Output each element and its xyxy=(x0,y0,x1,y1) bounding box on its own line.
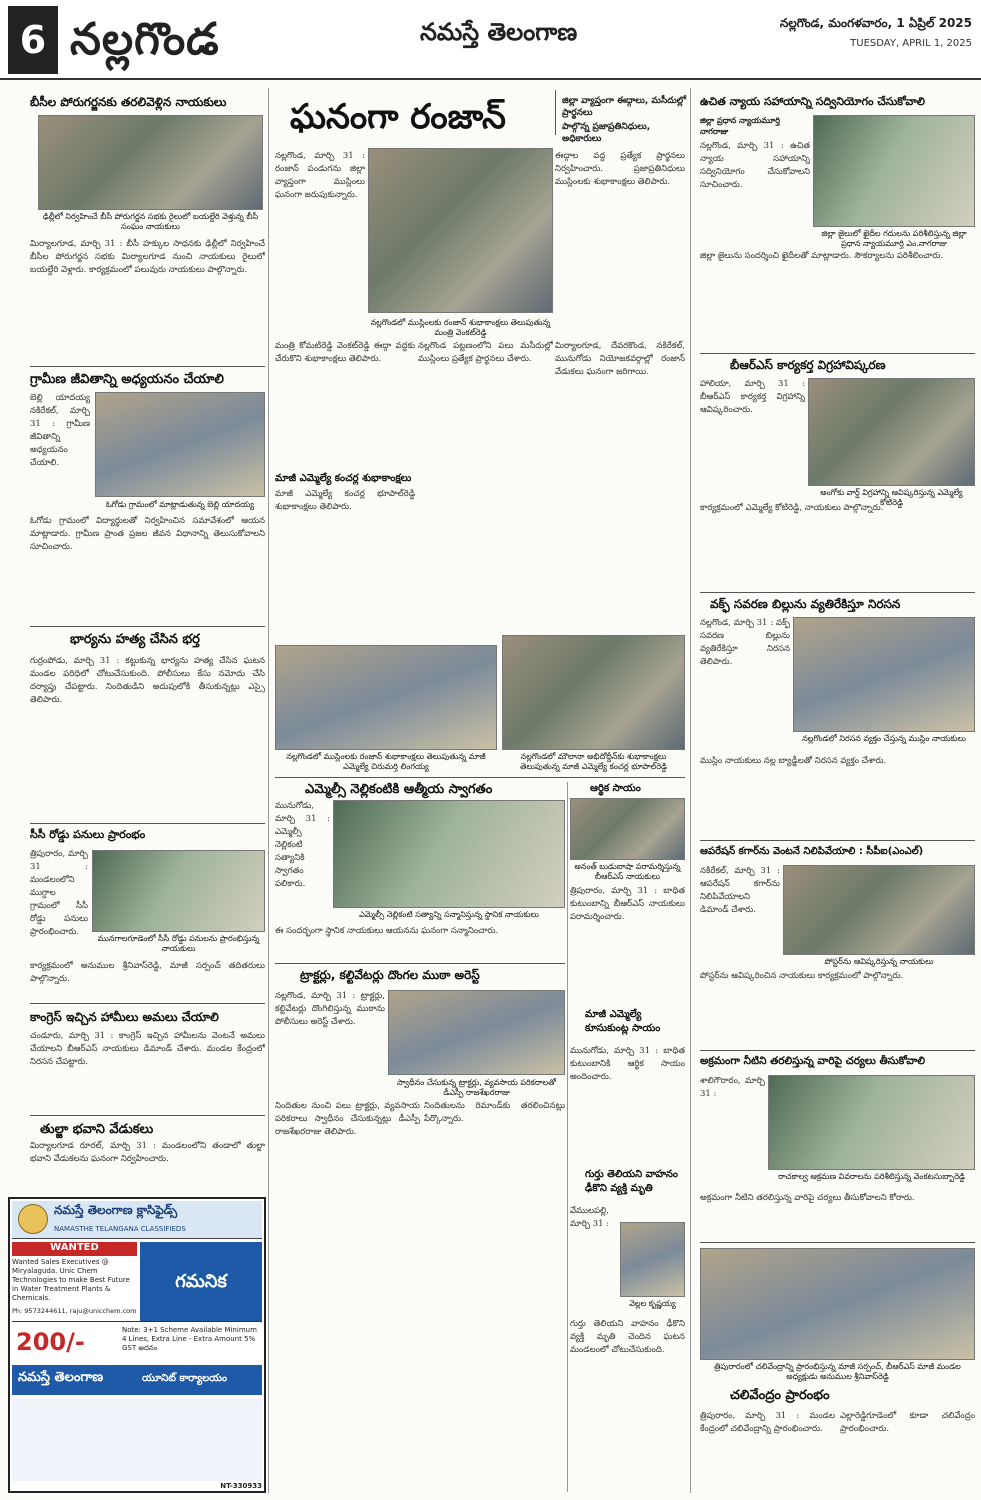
article-body: నల్లగొండ పట్టణంలోని పలు మసీదుల్లో ముస్లింలు ప్రత్యేక ప్రార్థనలు చేశారు. xyxy=(418,341,553,364)
article-body: మంత్రి కోమటిరెడ్డి వెంకట్‌రెడ్డి ఈద్గా వద్దకు చేరుకొని శుభాకాంక్షలు తెలిపారు. xyxy=(275,341,415,364)
headline-water-theft: అక్రమంగా నీటిని తరలిస్తున్న వారిపై చర్యలు తీసుకోవాలి xyxy=(700,1055,926,1067)
caption-cc-road: మునగాలగూడెంలో సీసీ రోడ్డు పనులను ప్రారంభిస్తున్న నాయకులు xyxy=(97,934,260,953)
headline-operation-kagar: ఆపరేషన్ కగార్‌ను వెంటనే నిలిపివేయాలి : సీపీఐ(ఎంఎల్) xyxy=(700,846,924,857)
article-body: ఓగోడు గ్రామంలో విద్యార్థులతో నిర్వహించిన సమావేశంలో ఆయన మాట్లాడారు. గ్రామీణ ప్రాంత ప్రజల జీవన విధానాన్ని తెలుసుకోవాలని సూచించారు. xyxy=(30,516,265,552)
article-body: మాజీ ఎమ్మెల్యే కంచర్ల భూపాల్‌రెడ్డి శుభాకాంక్షలు తెలిపారు. xyxy=(275,489,415,512)
ad-brand: నమస్తే తెలంగాణ xyxy=(18,1370,104,1385)
headline-congress-promises: కాంగ్రెస్ ఇచ్చిన హామీలు అమలు చేయాలి xyxy=(30,1010,219,1024)
divider xyxy=(700,1050,975,1051)
photo-minister-ramzan xyxy=(368,148,553,313)
article-body: జిల్లా జైలును సందర్శించి ఖైదీలతో మాట్లాడారు. సౌకర్యాలను పరిశీలించారు. xyxy=(700,251,944,261)
headline-cc-road: సీసీ రోడ్డు పనులు ప్రారంభం xyxy=(30,828,146,841)
caption-water-booth: త్రిపురారంలో చలివేంద్రాన్ని ప్రారంభిస్తున్న మాజీ సర్పంచ్, బీఆర్ఎస్ మాజీ మండల అధ్యక్షుడు అనుముల శ్రీనివాస్‌రెడ్డి xyxy=(714,1362,961,1381)
ad-footer-banner xyxy=(12,1365,262,1395)
article-body: హాలియా, మార్చి 31 : బీఆర్ఎస్ కార్యకర్త విగ్రహాన్ని ఆవిష్కరించారు. xyxy=(700,379,805,415)
article-body: త్రిపురారం, మార్చి 31 : మండలంలోని ముగ్దాల గ్రామంలో సీసీ రోడ్డు పనులు ప్రారంభించారు. xyxy=(30,849,88,937)
divider xyxy=(30,366,265,367)
headline-wife-murder: భార్యను హత్య చేసిన భర్త xyxy=(70,632,200,647)
article-body: కార్యక్రమంలో ఎమ్మెల్యే కోటిరెడ్డి, నాయకులు పాల్గొన్నారు. xyxy=(700,503,884,513)
caption-poster: పోస్టర్‌ను ఆవిష్కరిస్తున్న నాయకులు xyxy=(824,957,934,966)
divider xyxy=(700,840,975,841)
ad-wanted-label: WANTED xyxy=(12,1242,137,1256)
headline-legal-aid: ఉచిత న్యాయ సహాయాన్ని సద్వినియోగం చేసుకోవాలి xyxy=(700,95,925,108)
divider xyxy=(700,1242,975,1243)
photo-chirumarthi-ramzan xyxy=(275,645,497,750)
column-divider xyxy=(690,88,691,1493)
article-body: నల్లగొండ, మార్చి 31 : రంజాన్ పండుగను జిల్లా వ్యాప్తంగా ముస్లింలు ఘనంగా జరుపుకున్నారు. xyxy=(275,151,365,200)
divider xyxy=(275,963,565,964)
ad-banner-title: నమస్తే తెలంగాణ క్లాసిఫైడ్స్ xyxy=(54,1203,178,1217)
caption-minister-ramzan: నల్లగొండలో ముస్లింలకు రంజాన్ శుభాకాంక్షలు తెలుపుతున్న మంత్రి వెంకట్‌రెడ్డి xyxy=(370,318,551,337)
article-body: నల్లగొండ, మార్చి 31 : ట్రాక్టర్లు, కల్టివేటర్లు దొంగిలిస్తున్న ముఠాను పోలీసులు అరెస్ట్ చేశారు. xyxy=(275,991,385,1027)
headline-waqf-protest: వక్ఫ్ సవరణ బిల్లును వ్యతిరేకిస్తూ నిరసన xyxy=(710,597,901,611)
article-body: త్రిపురారం, మార్చి 31 : మండల కేంద్రంలో చలివేంద్రాన్ని ప్రారంభించారు. xyxy=(700,1411,835,1434)
masthead xyxy=(0,0,981,80)
ad-office: యూనిట్ కార్యాలయం xyxy=(142,1373,228,1384)
classified-ad xyxy=(8,1197,266,1493)
caption-financial-aid: అనంత్ బుడుబాషా పరామర్శిస్తున్న బీఆర్ఎస్ నాయకులు xyxy=(574,862,681,881)
article-body: నిందితుల నుంచి పలు ట్రాక్టర్లు, వ్యవసాయ పరికరాలు స్వాధీనం చేసుకున్నట్లు డీఎస్పీ రాజశేఖరరాజు తెలిపారు. xyxy=(275,1101,420,1137)
photo-jail-visit xyxy=(813,115,975,227)
ad-contact: Ph: 9573244611, raju@unicchem.com xyxy=(12,1307,137,1315)
photo-kancharla-ramzan xyxy=(502,635,685,750)
article-body: చండూరు, మార్చి 31 : కాంగ్రెస్ ఇచ్చిన హామీలను వెంటనే అమలు చేయాలని బీఆర్ఎస్ నాయకులు డిమాండ్ చేశారు. మండల కేంద్రంలో నిరసన చేపట్టారు. xyxy=(30,1031,265,1067)
bullet-judge: జిల్లా ప్రధాన న్యాయమూర్తి నాగరాజు xyxy=(700,116,780,136)
article-body: శాలిగౌరారం, మార్చి 31 : xyxy=(700,1076,765,1099)
date-english: TUESDAY, APRIL 1, 2025 xyxy=(850,38,972,49)
caption-mlc-welcome: ఎమ్మెల్సీ నెల్లికంటి సత్యాన్ని సన్మానిస్తున్న స్థానిక నాయకులు xyxy=(359,910,539,919)
column-divider xyxy=(567,782,568,1492)
photo-water-booth xyxy=(700,1248,975,1360)
edition-title: నల్లగొండ xyxy=(70,14,220,65)
photo-cc-road xyxy=(92,850,265,932)
ad-wanted-text: Wanted Sales Executives @ Miryalaguda. Unic Chem Technologies to make Best Future in Water Treatment Plants & Chemicals. xyxy=(12,1258,130,1302)
date-telugu: నల్లగొండ, మంగళవారం, 1 ఏప్రిల్ 2025 xyxy=(779,16,972,30)
photo-waqf-protest xyxy=(793,617,975,732)
caption-jail-visit: జిల్లా జైలులో ఖైదీల గదులను పరిశీలిస్తున్న జిల్లా ప్రధాన న్యాయమూర్తి ఎం.నాగరాజు xyxy=(821,229,967,248)
photo-poster xyxy=(783,865,975,955)
article-body: వేములపల్లి, మార్చి 31 : xyxy=(570,1206,610,1229)
caption-chirumarthi-ramzan: నల్లగొండలో ముస్లింలకు రంజాన్ శుభాకాంక్షలు తెలుపుతున్న మాజీ ఎమ్మెల్యే చిరుమర్తి లింగయ్య xyxy=(286,752,486,771)
article-body: మునుగోడు, మార్చి 31 : ఎమ్మెల్సీ నెల్లికంటి సత్యానికి స్వాగతం పలికారు. xyxy=(275,801,330,889)
caption-seized-tractors: స్వాధీనం చేసుకున్న ట్రాక్టర్లు, వ్యవసాయ పరికరాలతో డీఎస్పీ రాజశేఖరరాజు xyxy=(397,1078,556,1097)
divider xyxy=(700,353,975,354)
logo-emblem-icon xyxy=(18,1204,48,1234)
article-body: నల్లగొండ, మార్చి 31 : ఉచిత న్యాయ సహాయాన్ని సద్వినియోగం చేసుకోవాలని సూచించారు. xyxy=(700,141,810,190)
photo-statue xyxy=(808,378,975,486)
photo-rural-meeting xyxy=(95,392,265,497)
bullet-2: పాల్గొన్న ప్రజాప్రతినిధులు, అధికారులు xyxy=(562,122,651,144)
paper-name: నమస్తే తెలంగాణ xyxy=(420,18,578,46)
divider xyxy=(30,626,265,627)
divider xyxy=(30,1003,265,1004)
headline-bc-garjana: బీసీల పోరుగర్జనకు తరలివెళ్లిన నాయకులు xyxy=(30,95,227,109)
photo-seized-tractors xyxy=(388,990,565,1075)
article-body: అక్రమంగా నీటిని తరలిస్తున్న వారిపై చర్యలు తీసుకోవాలని కోరారు. xyxy=(700,1193,915,1203)
article-body: ఈద్గాల వద్ద ప్రత్యేక ప్రార్థనలు నిర్వహించారు. ప్రజాప్రతినిధులు ముస్లింలకు శుభాకాంక్షలు తెలిపారు. xyxy=(555,151,685,187)
article-body: త్రిపురారం, మార్చి 31 : బాధిత కుటుంబాన్ని బీఆర్ఎస్ నాయకులు పరామర్శించారు. xyxy=(570,886,685,922)
photo-financial-aid xyxy=(570,798,685,860)
caption-bc-leaders: ఢిల్లీలో నిర్వహించే బీసీ పోరుగర్జన సభకు రైలులో బయల్దేరి వెళ్తున్న బీసీ సంఘం నాయకులు xyxy=(42,212,259,231)
caption-waqf-protest: నల్లగొండలో నిరసన వ్యక్తం చేస్తున్న ముస్లిం నాయకులు xyxy=(802,734,966,743)
photo-mlc-welcome xyxy=(333,800,565,908)
headline-statue: బీఆర్ఎస్ కార్యకర్త విగ్రహావిష్కరణ xyxy=(730,358,886,372)
headline-tractor-gang: ట్రాక్టర్లు, కల్టివేటర్లు దొంగల ముఠా అరెస్ట్ xyxy=(300,968,480,982)
caption-kancharla-ramzan: నల్లగొండలో మౌలానా అభిదోద్దీన్‌కు శుభాకాంక్షలు తెలుపుతున్న మాజీ ఎమ్మెల్యే కంచర్ల భూపాల్‌రెడ్డి xyxy=(520,752,667,771)
article-body: కార్యక్రమంలో అనుముల శ్రీనివాస్‌రెడ్డి, మాజీ సర్పంచ్ తదితరులు పాల్గొన్నారు. xyxy=(30,961,265,984)
headline-tulja-bhavani: తుల్జా భవాని వేడుకలు xyxy=(40,1122,154,1137)
article-body: బెల్లి యాదయ్య నకిరేకల్, మార్చి 31 : గ్రామీణ జీవితాన్ని అధ్యయనం చేయాలి. xyxy=(30,393,90,468)
ad-phone-list xyxy=(12,1399,262,1481)
photo-bc-leaders xyxy=(38,115,263,210)
divider xyxy=(555,90,556,135)
divider xyxy=(30,1115,265,1116)
headline-rural-life: గ్రామీణ జీవితాన్ని అధ్యయనం చేయాలి xyxy=(30,372,224,387)
column-divider xyxy=(268,88,269,1493)
photo-canal xyxy=(768,1075,975,1170)
bullet-1: జిల్లా వ్యాప్తంగా ఈద్గాలు, మసీదుల్లో ప్రార్థనలు xyxy=(562,96,686,118)
headline-water-booth: చలివేంద్రం ప్రారంభం xyxy=(730,1388,830,1403)
article-body: నిందితులను రిమాండ్‌కు తరలించినట్లు పేర్కొన్నారు. xyxy=(424,1101,565,1124)
caption-rural-meeting: ఓగోడు గ్రామంలో మాట్లాడుతున్న బెల్లి యాదయ్య xyxy=(105,500,255,509)
article-body: మిర్యాలగూడ రూరల్, మార్చి 31 : మండలంలోని తండాలో తుల్జా భవాని వేడుకలను ఘనంగా నిర్వహించారు. xyxy=(30,1141,265,1164)
headline-ramzan: ఘనంగా రంజాన్ xyxy=(290,97,506,137)
ad-code: NT-330933 xyxy=(220,1482,262,1490)
caption-canal: రాచకాల్వ ఆక్రమణ వివరాలను పరిశీలిస్తున్న వెంకటసుబ్బారెడ్డి xyxy=(778,1172,965,1181)
article-body: ఎల్లారెడ్డిగూడెంలో కూడా చలివేంద్రం ప్రారంభించారు. xyxy=(840,1411,975,1434)
article-body: నకిరేకల్, మార్చి 31 : ఆపరేషన్ కగార్‌ను నిలిపివేయాలని డిమాండ్ చేశారు. xyxy=(700,866,780,915)
page-number: 6 xyxy=(8,6,58,74)
ad-product-box: గమనిక xyxy=(140,1242,262,1322)
ad-banner-sub: NAMASTHE TELANGANA CLASSIFIEDS xyxy=(54,1225,186,1233)
divider xyxy=(30,823,265,824)
ad-offer xyxy=(12,1321,262,1361)
caption-victim: వెల్లల కృష్ణయ్య xyxy=(629,1299,676,1308)
article-body: ఈ సందర్భంగా స్థానిక నాయకులు ఆయనను ఘనంగా సన్మానించారు. xyxy=(275,926,499,936)
divider xyxy=(275,777,685,778)
subhead-kancharla: మాజీ ఎమ్మెల్యే కంచర్ల శుభాకాంక్షలు xyxy=(275,473,412,484)
ad-banner xyxy=(12,1201,262,1239)
ad-note: Note: 3+1 Scheme Available Minimum 4 Lines, Extra Line - Extra Amount 5% GST అదనం xyxy=(122,1326,257,1352)
divider xyxy=(700,592,975,593)
article-body: మిర్యాలగూడ, దేవరకొండ, నకిరేకల్, మునుగోడు నియోజకవర్గాల్లో రంజాన్ వేడుకలు ఘనంగా జరిగాయి. xyxy=(555,341,685,377)
subhead-financial-aid: ఆర్థిక సాయం xyxy=(590,783,641,794)
article-body: గుర్రంపోడు, మార్చి 31 : కట్టుకున్న భార్యను హత్య చేసిన ఘటన మండల పరిధిలో చోటుచేసుకుంది. పోలీసులు కేసు నమోదు చేసి దర్యాప్తు చేపట్టారు. నిందితుడిని అదుపులోకి తీసుకున్నట్లు ఎస్సై తెలిపారు. xyxy=(30,656,265,705)
article-body: మిర్యాలగూడ, మార్చి 31 : బీసీ హక్కుల సాధనకు ఢిల్లీలో నిర్వహించే బీసీల పోరుగర్జన సభకు మిర్యాలగూడ నుంచి నాయకులు రైలులో బయల్దేరి వెళ్లారు. కార్యక్రమంలో పలువురు నాయకులు పాల్గొన్నారు. xyxy=(30,239,265,275)
article-body: మునుగోడు, మార్చి 31 : బాధిత కుటుంబానికి ఆర్థిక సాయం అందించారు. xyxy=(570,1046,685,1082)
headline-mlc-welcome: ఎమ్మెల్సీ నెల్లికంటికి ఆత్మీయ స్వాగతం xyxy=(305,782,493,797)
article-body: గుర్తు తెలియని వాహనం ఢీకొని వ్యక్తి మృతి చెందిన ఘటన మండలంలో చోటుచేసుకుంది. xyxy=(570,1319,685,1355)
article-body: పోస్టర్‌ను ఆవిష్కరించిన నాయకులు కార్యక్రమంలో పాల్గొన్నారు. xyxy=(700,971,904,981)
article-body: నల్లగొండ, మార్చి 31 : వక్ఫ్ సవరణ బిల్లును వ్యతిరేకిస్తూ నిరసన తెలిపారు. xyxy=(700,618,790,667)
ad-price: 200/- xyxy=(16,1328,85,1356)
caption-statue: అంగోకు వార్డ్ విగ్రహాన్ని ఆవిష్కరిస్తున్న ఎమ్మెల్యే కోటిరెడ్డి xyxy=(820,488,963,507)
subhead-accident: గుర్తు తెలియని వాహనం ఢీకొని వ్యక్తి మృతి xyxy=(585,1169,678,1194)
photo-victim xyxy=(620,1222,685,1297)
subhead-kusukuntla: మాజీ ఎమ్మెల్యే కూసుకుంట్ల సాయం xyxy=(585,1009,661,1034)
article-body: ముస్లిం నాయకులు నల్ల బ్యాడ్జీలతో నిరసన వ్యక్తం చేశారు. xyxy=(700,756,887,766)
